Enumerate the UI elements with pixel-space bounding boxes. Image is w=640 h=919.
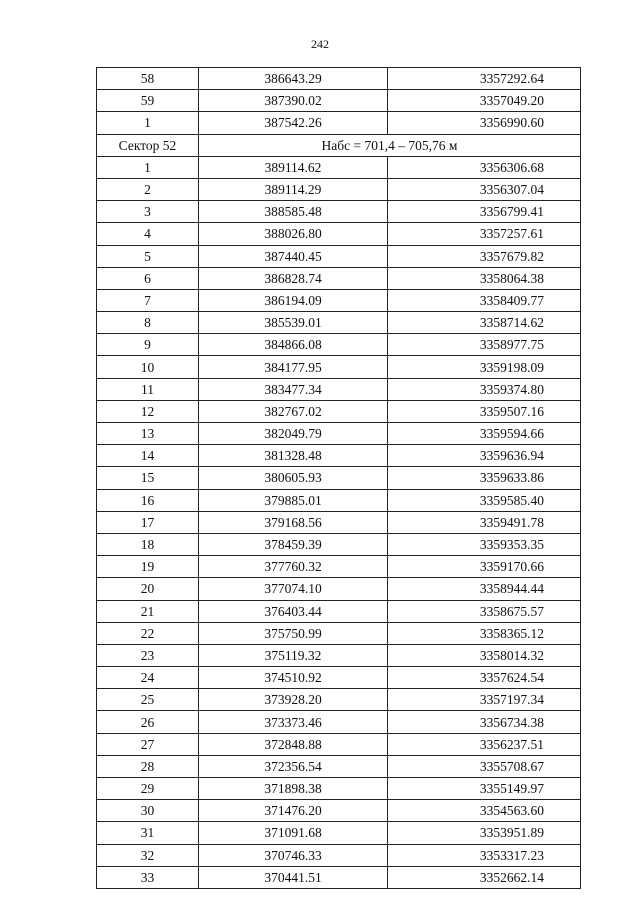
x-coordinate-cell: 372848.88	[199, 733, 388, 755]
x-coordinate-cell: 389114.29	[199, 178, 388, 200]
y-coordinate-cell: 3359585.40	[388, 489, 581, 511]
y-coordinate-cell: 3359633.86	[388, 467, 581, 489]
table-row	[97, 68, 581, 90]
table-row	[97, 689, 581, 711]
x-coordinate-cell: 378459.39	[199, 533, 388, 555]
sector-height-range: Набс = 701,4 – 705,76 м	[199, 134, 581, 156]
y-coordinate-cell: 3358675.57	[388, 600, 581, 622]
point-number-cell: 23	[97, 644, 199, 666]
x-coordinate-cell: 374510.92	[199, 667, 388, 689]
y-coordinate-cell: 3359374.80	[388, 378, 581, 400]
table-row	[97, 711, 581, 733]
point-number-cell: 15	[97, 467, 199, 489]
point-number-cell: 13	[97, 423, 199, 445]
point-number-cell: 29	[97, 778, 199, 800]
table-row	[97, 533, 581, 555]
x-coordinate-cell: 386194.09	[199, 289, 388, 311]
table-row	[97, 644, 581, 666]
table-body	[97, 68, 581, 889]
sector-label: Сектор 52	[97, 134, 199, 156]
y-coordinate-cell: 3358064.38	[388, 267, 581, 289]
point-number-cell: 20	[97, 578, 199, 600]
table-row	[97, 334, 581, 356]
table-row	[97, 822, 581, 844]
table-row	[97, 223, 581, 245]
y-coordinate-cell: 3359636.94	[388, 445, 581, 467]
y-coordinate-cell: 3358714.62	[388, 312, 581, 334]
point-number-cell: 19	[97, 556, 199, 578]
y-coordinate-cell: 3353317.23	[388, 844, 581, 866]
point-number-cell: 1	[97, 112, 199, 134]
point-number-cell: 58	[97, 68, 199, 90]
y-coordinate-cell: 3358365.12	[388, 622, 581, 644]
x-coordinate-cell: 373373.46	[199, 711, 388, 733]
y-coordinate-cell: 3358944.44	[388, 578, 581, 600]
y-coordinate-cell: 3357257.61	[388, 223, 581, 245]
y-coordinate-cell: 3357624.54	[388, 667, 581, 689]
x-coordinate-cell: 370441.51	[199, 866, 388, 888]
point-number-cell: 33	[97, 866, 199, 888]
x-coordinate-cell: 386643.29	[199, 68, 388, 90]
y-coordinate-cell: 3356799.41	[388, 201, 581, 223]
table-row	[97, 600, 581, 622]
table-row	[97, 844, 581, 866]
y-coordinate-cell: 3356306.68	[388, 156, 581, 178]
table-row	[97, 201, 581, 223]
y-coordinate-cell: 3359198.09	[388, 356, 581, 378]
point-number-cell: 4	[97, 223, 199, 245]
point-number-cell: 59	[97, 90, 199, 112]
table-row	[97, 267, 581, 289]
table-row	[97, 112, 581, 134]
y-coordinate-cell: 3357049.20	[388, 90, 581, 112]
table-row	[97, 156, 581, 178]
x-coordinate-cell: 371898.38	[199, 778, 388, 800]
coordinates-table	[96, 67, 581, 889]
y-coordinate-cell: 3357679.82	[388, 245, 581, 267]
table-row	[97, 423, 581, 445]
point-number-cell: 11	[97, 378, 199, 400]
y-coordinate-cell: 3359507.16	[388, 400, 581, 422]
point-number-cell: 31	[97, 822, 199, 844]
x-coordinate-cell: 382767.02	[199, 400, 388, 422]
point-number-cell: 9	[97, 334, 199, 356]
x-coordinate-cell: 375119.32	[199, 644, 388, 666]
table-row	[97, 733, 581, 755]
y-coordinate-cell: 3358977.75	[388, 334, 581, 356]
y-coordinate-cell: 3353951.89	[388, 822, 581, 844]
x-coordinate-cell: 375750.99	[199, 622, 388, 644]
point-number-cell: 22	[97, 622, 199, 644]
point-number-cell: 7	[97, 289, 199, 311]
point-number-cell: 26	[97, 711, 199, 733]
y-coordinate-cell: 3356307.04	[388, 178, 581, 200]
point-number-cell: 10	[97, 356, 199, 378]
y-coordinate-cell: 3359170.66	[388, 556, 581, 578]
point-number-cell: 17	[97, 511, 199, 533]
table-row	[97, 445, 581, 467]
table-row	[97, 578, 581, 600]
x-coordinate-cell: 384866.08	[199, 334, 388, 356]
x-coordinate-cell: 370746.33	[199, 844, 388, 866]
x-coordinate-cell: 384177.95	[199, 356, 388, 378]
y-coordinate-cell: 3354563.60	[388, 800, 581, 822]
point-number-cell: 16	[97, 489, 199, 511]
point-number-cell: 3	[97, 201, 199, 223]
x-coordinate-cell: 383477.34	[199, 378, 388, 400]
point-number-cell: 5	[97, 245, 199, 267]
x-coordinate-cell: 387542.26	[199, 112, 388, 134]
point-number-cell: 28	[97, 755, 199, 777]
x-coordinate-cell: 385539.01	[199, 312, 388, 334]
y-coordinate-cell: 3355708.67	[388, 755, 581, 777]
table-row	[97, 356, 581, 378]
point-number-cell: 27	[97, 733, 199, 755]
table-row	[97, 90, 581, 112]
x-coordinate-cell: 386828.74	[199, 267, 388, 289]
point-number-cell: 18	[97, 533, 199, 555]
y-coordinate-cell: 3359594.66	[388, 423, 581, 445]
table-row	[97, 556, 581, 578]
table-row	[97, 778, 581, 800]
x-coordinate-cell: 380605.93	[199, 467, 388, 489]
table-row	[97, 467, 581, 489]
point-number-cell: 21	[97, 600, 199, 622]
x-coordinate-cell: 371476.20	[199, 800, 388, 822]
y-coordinate-cell: 3358014.32	[388, 644, 581, 666]
table-row	[97, 511, 581, 533]
sector-header-row	[97, 134, 581, 156]
x-coordinate-cell: 371091.68	[199, 822, 388, 844]
point-number-cell: 1	[97, 156, 199, 178]
x-coordinate-cell: 372356.54	[199, 755, 388, 777]
y-coordinate-cell: 3357197.34	[388, 689, 581, 711]
point-number-cell: 24	[97, 667, 199, 689]
x-coordinate-cell: 373928.20	[199, 689, 388, 711]
x-coordinate-cell: 382049.79	[199, 423, 388, 445]
table-row	[97, 755, 581, 777]
x-coordinate-cell: 387440.45	[199, 245, 388, 267]
table-row	[97, 489, 581, 511]
y-coordinate-cell: 3352662.14	[388, 866, 581, 888]
y-coordinate-cell: 3357292.64	[388, 68, 581, 90]
y-coordinate-cell: 3355149.97	[388, 778, 581, 800]
point-number-cell: 8	[97, 312, 199, 334]
x-coordinate-cell: 388585.48	[199, 201, 388, 223]
table-row	[97, 312, 581, 334]
x-coordinate-cell: 388026.80	[199, 223, 388, 245]
table-row	[97, 289, 581, 311]
point-number-cell: 6	[97, 267, 199, 289]
table-row	[97, 622, 581, 644]
x-coordinate-cell: 381328.48	[199, 445, 388, 467]
point-number-cell: 30	[97, 800, 199, 822]
y-coordinate-cell: 3356734.38	[388, 711, 581, 733]
table-row	[97, 667, 581, 689]
y-coordinate-cell: 3356237.51	[388, 733, 581, 755]
page-number: 242	[311, 37, 329, 51]
x-coordinate-cell: 379885.01	[199, 489, 388, 511]
x-coordinate-cell: 387390.02	[199, 90, 388, 112]
x-coordinate-cell: 377074.10	[199, 578, 388, 600]
x-coordinate-cell: 376403.44	[199, 600, 388, 622]
point-number-cell: 14	[97, 445, 199, 467]
y-coordinate-cell: 3356990.60	[388, 112, 581, 134]
x-coordinate-cell: 379168.56	[199, 511, 388, 533]
point-number-cell: 12	[97, 400, 199, 422]
point-number-cell: 2	[97, 178, 199, 200]
table-row	[97, 866, 581, 888]
x-coordinate-cell: 377760.32	[199, 556, 388, 578]
y-coordinate-cell: 3358409.77	[388, 289, 581, 311]
table-row	[97, 178, 581, 200]
table-row	[97, 378, 581, 400]
table-row	[97, 400, 581, 422]
table-row	[97, 800, 581, 822]
x-coordinate-cell: 389114.62	[199, 156, 388, 178]
y-coordinate-cell: 3359353.35	[388, 533, 581, 555]
point-number-cell: 32	[97, 844, 199, 866]
point-number-cell: 25	[97, 689, 199, 711]
y-coordinate-cell: 3359491.78	[388, 511, 581, 533]
table-row	[97, 245, 581, 267]
